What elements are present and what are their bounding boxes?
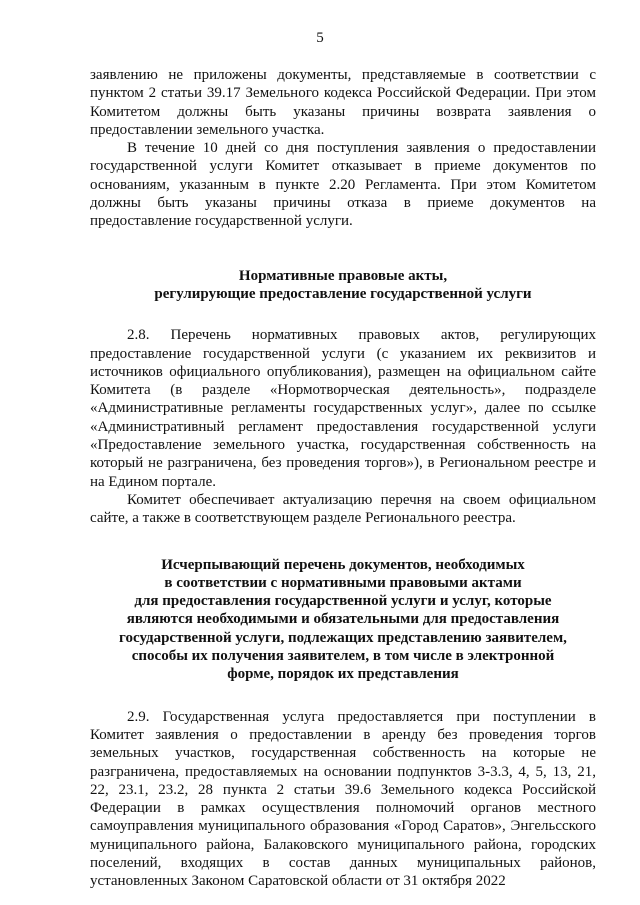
paragraph-2-9: 2.9. Государственная услуга предоставляется при поступлении в Комитет заявления о предоставлении в аренду без проведения торгов земельных участков, государственная собственность на которые не разграничена, предоставляемых на основании подпунктов 3-3.3, 4, 5, 13, 21, 22, 23.1, 23.2, 28 пункта 2 статьи 39.6 Земельного кодекса Российской Федерации в рамках осуществления полномочий органов местного самоуправления муниципального образования «Город Саратов», Энгельсского муниципального района, Балаковского муниципального района, городских поселений, входящих в состав данных муниципальных районов, установленных Законом Саратовской области от 31 октября 2022 bbox=[90, 708, 596, 890]
heading-line: Исчерпывающий перечень документов, необходимых bbox=[161, 556, 525, 573]
page-number: 5 bbox=[316, 30, 324, 46]
paragraph-actualization: Комитет обеспечивает актуализацию перечня на своем официальном сайте, а также в соответствующем разделе Регионального реестра. bbox=[90, 491, 596, 527]
heading-line: являются необходимыми и обязательными для предоставления bbox=[126, 611, 560, 628]
heading-line: Нормативные правовые акты, bbox=[238, 267, 448, 284]
section-heading-documents-list bbox=[90, 556, 596, 684]
paragraph-2-8: 2.8. Перечень нормативных правовых актов, регулирующих предоставление государственной услуги (с указанием их реквизитов и источников официального опубликования), размещен на официальном сайте Комитета (в разделе «Нормотворческая деятельность», подразделе «Административные регламенты государственных услуг», далее по ссылке «Административный регламент предоставления государственной услуги «Предоставление земельного участка, государственная собственность на который не разграничена, без проведения торгов»), в Региональном реестре и на Едином портале. bbox=[90, 327, 596, 490]
heading-line: форме, порядок их представления bbox=[227, 666, 459, 683]
section-heading-normative-acts bbox=[90, 267, 596, 304]
heading-line: для предоставления государственной услуги и услуг, которые bbox=[134, 593, 552, 610]
document-body bbox=[90, 66, 596, 891]
heading-line: в соответствии с нормативными правовыми актами bbox=[164, 574, 522, 591]
heading-line: регулирующие предоставление государственной услуги bbox=[154, 285, 532, 302]
heading-line: государственной услуги, подлежащих представлению заявителем, bbox=[119, 629, 567, 646]
intro-paragraph-refusal: В течение 10 дней со дня поступления заявления о предоставлении государственной услуги Комитет отказывает в приеме документов по основаниям, указанным в пункте 2.20 Регламента. При этом Комитетом должны быть указаны причины отказа в приеме документов на предоставление государственной услуги. bbox=[90, 140, 596, 230]
heading-line: способы их получения заявителем, в том числе в электронной bbox=[131, 648, 555, 665]
intro-paragraph-continuation: заявлению не приложены документы, представляемые в соответствии с пунктом 2 статьи 39.17 Земельного кодекса Российской Федерации. При этом Комитетом должны быть указаны причины возврата заявления о предоставлении земельного участка. bbox=[90, 67, 596, 138]
